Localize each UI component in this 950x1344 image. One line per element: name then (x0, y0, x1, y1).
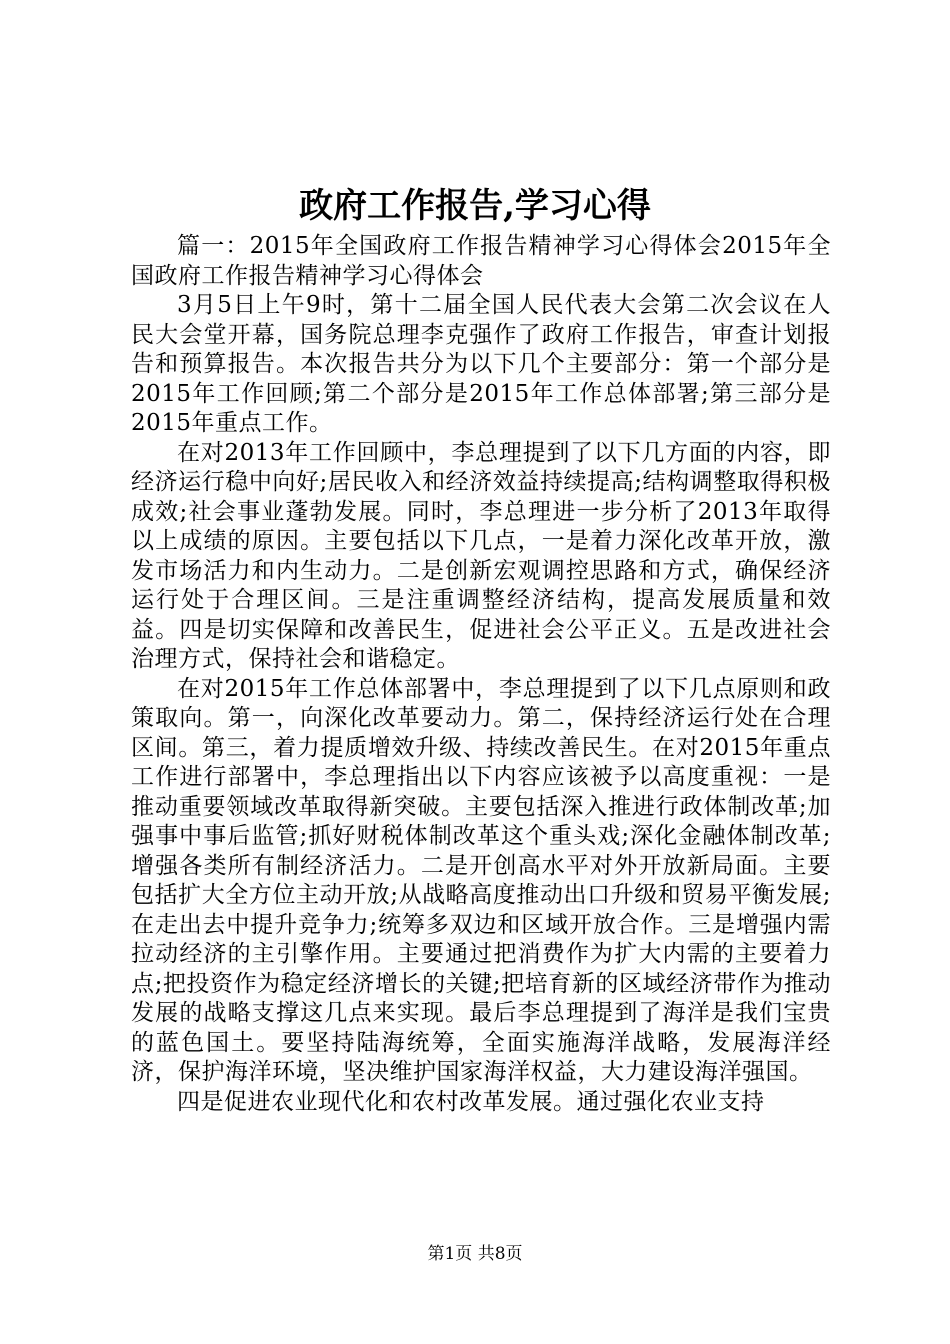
paragraph-deployment: 在对2015年工作总体部署中，李总理提到了以下几点原则和政策取向。第一，向深化改革要动力。第二，保持经济运行处在合理区间。第三，着力提质增效升级、持续改善民生。在对2015年重点工作进行部署中，李总理指出以下内容应该被予以高度重视：一是推动重要领域改革取得新突破。主要包括深入推进行政体制改革;加强事中事后监管;抓好财税体制改革这个重头戏;深化金融体制改革;增强各类所有制经济活力。二是开创高水平对外开放新局面。主要包括扩大全方位主动开放;从战略高度推动出口升级和贸易平衡发展;在走出去中提升竞争力;统筹多双边和区域开放合作。三是增强内需拉动经济的主引擎作用。主要通过把消费作为扩大内需的主要着力点;把投资作为稳定经济增长的关键;把培育新的区域经济带作为推动发展的战略支撑这几点来实现。最后李总理提到了海洋是我们宝贵的蓝色国土。要坚持陆海统筹，全面实施海洋战略，发展海洋经济，保护海洋环境，坚决维护国家海洋权益，大力建设海洋强国。 (131, 675, 831, 1085)
page-number: 第1页 共8页 (427, 1244, 523, 1264)
document-body (131, 232, 831, 1117)
paragraph-review: 在对2013年工作回顾中，李总理提到了以下几方面的内容，即经济运行稳中向好;居民收入和经济效益持续提高;结构调整取得积极成效;社会事业蓬勃发展。同时，李总理进一步分析了2013年取得以上成绩的原因。主要包括以下几点，一是着力深化改革开放，激发市场活力和内生动力。二是创新宏观调控思路和方式，确保经济运行处于合理区间。三是注重调整经济结构，提高发展质量和效益。四是切实保障和改善民生，促进社会公平正义。五是改进社会治理方式，保持社会和谐稳定。 (131, 439, 831, 672)
paragraph-agriculture: 四是促进农业现代化和农村改革发展。通过强化农业支持 (177, 1088, 765, 1115)
page-footer (0, 1242, 950, 1266)
paragraph-opening: 3月5日上午9时，第十二届全国人民代表大会第二次会议在人民大会堂开幕，国务院总理李克强作了政府工作报告，审查计划报告和预算报告。本次报告共分为以下几个主要部分：第一个部分是2015年工作回顾;第二个部分是2015年工作总体部署;第三部分是2015年重点工作。 (131, 292, 831, 436)
document-title: 政府工作报告,学习心得 (299, 186, 651, 226)
paragraph-intro: 篇一：2015年全国政府工作报告精神学习心得体会2015年全国政府工作报告精神学习心得体会 (131, 233, 831, 289)
